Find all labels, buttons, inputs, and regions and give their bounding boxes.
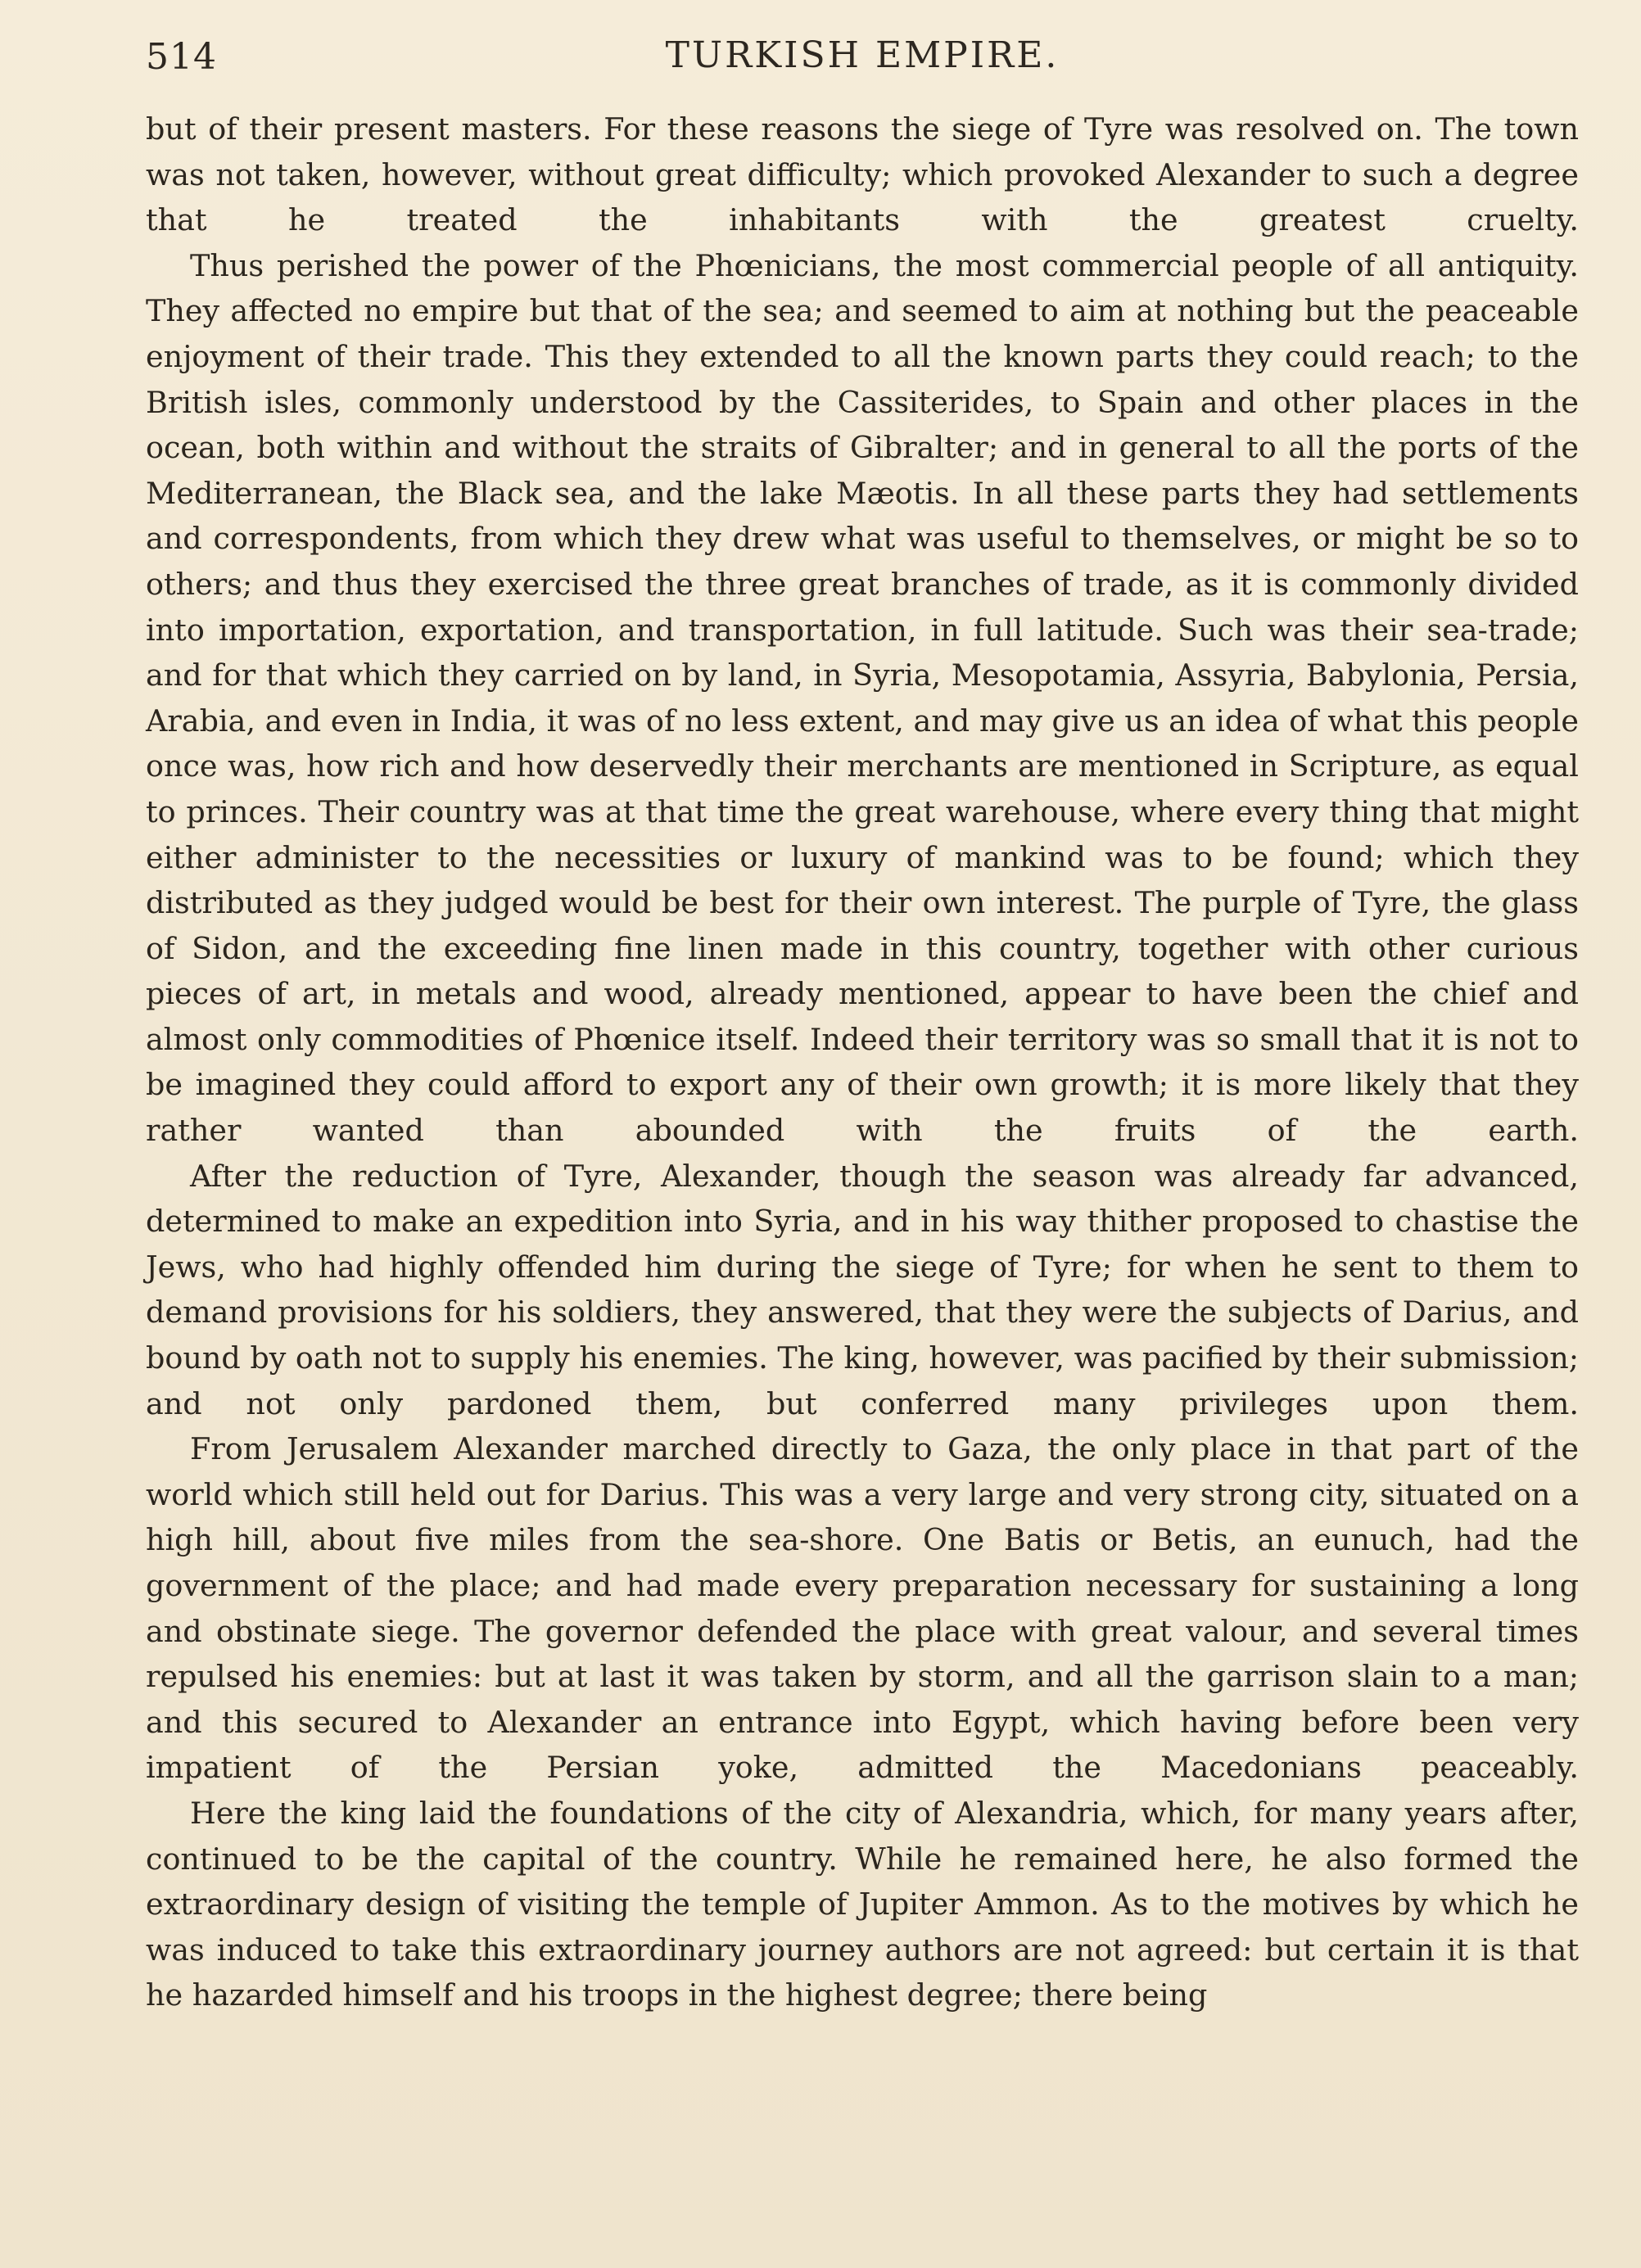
paragraph-alexandria-founding: Here the king laid the foundations of the city of Alexandria, which, for many years after, continued to be the capital of the country. While he remained here, he also formed the extraordinary design of visiting the temple of Jupiter Ammon. As to the motives by which he was induced to take this extraordinary journey authors are not agreed: but certain it is that he hazarded himself and his troops in the highest degree; there being [146, 1795, 1579, 2013]
paragraph-expedition-into-syria: After the reduction of Tyre, Alexander, though the season was already far advanced, determined to make an expedition into Syria, and in his way thither proposed to chastise the Jews, who had highly offended him during the siege of Tyre; for when he sent to them to demand provisions for his soldiers, they answered, that they were the subjects of Darius, and bound by oath not to supply his enemies. The king, however, was pacified by their submission; and not only pardoned them, but conferred many privileges upon them. [146, 1158, 1579, 1421]
paragraph-siege-of-gaza: From Jerusalem Alexander marched directly to Gaza, the only place in that part of the world which still held out for Darius. This was a very large and very strong city, situated on a high hill, about five miles from the sea-shore. One Batis or Betis, an eunuch, had the government of the place; and had made every preparation necessary for sustaining a long and obstinate siege. The governor defended the place with great valour, and several times repulsed his enemies: but at last it was taken by storm, and all the garrison slain to a man; and this secured to Alexander an entrance into Egypt, which having before been very impatient of the Persian yoke, admitted the Macedonians peaceably. [146, 1431, 1579, 1786]
paragraph-siege-of-tyre: but of their present masters. For these reasons the siege of Tyre was resolved on. The town was not taken, however, without great difficulty; which provoked Alexander to such a degree that he treated the inhabitants with the greatest cruelty. [146, 111, 1579, 238]
paragraph-phoenician-trade: Thus perished the power of the Phœnicians, the most commercial people of all antiquity. They affected no empire but that of the sea; and seemed to aim at nothing but the peaceable enjoyment of their trade. This they extended to all the known parts they could reach; to the British isles, commonly understood by the Cassiterides, to Spain and other places in the ocean, both within and without the straits of Gibralter; and in general to all the ports of the Mediterranean, the Black sea, and the lake Mæotis. In all these parts they had settlements and correspondents, from which they drew what was useful to themselves, or might be so to others; and thus they exercised the three great branches of trade, as it is commonly divided into importation, exportation, and transportation, in full latitude. Such was their sea-trade; and for that which they carried on by land, in Syria, Mesopotamia, Assyria, Babylonia, Persia, Arabia, and even in India, it was of no less extent, and may give us an idea of what this people once was, how rich and how deservedly their merchants are mentioned in Scripture, as equal to princes. Their country was at that time the great warehouse, where every thing that might either administer to the necessities or luxury of mankind was to be found; which they distributed as they judged would be best for their own interest. The purple of Tyre, the glass of Sidon, and the exceeding fine linen made in this country, together with other curious pieces of art, in metals and wood, already mentioned, appear to have been the chief and almost only commodities of Phœnice itself. Indeed their territory was so small that it is not to be imagined they could afford to export any of their own growth; it is more likely that they rather wanted than abounded with the fruits of the earth. [146, 247, 1579, 1149]
body-text [146, 106, 1579, 2018]
page-number: 514 [146, 36, 217, 78]
running-title: TURKISH EMPIRE. [665, 34, 1060, 76]
running-head [146, 33, 1579, 82]
